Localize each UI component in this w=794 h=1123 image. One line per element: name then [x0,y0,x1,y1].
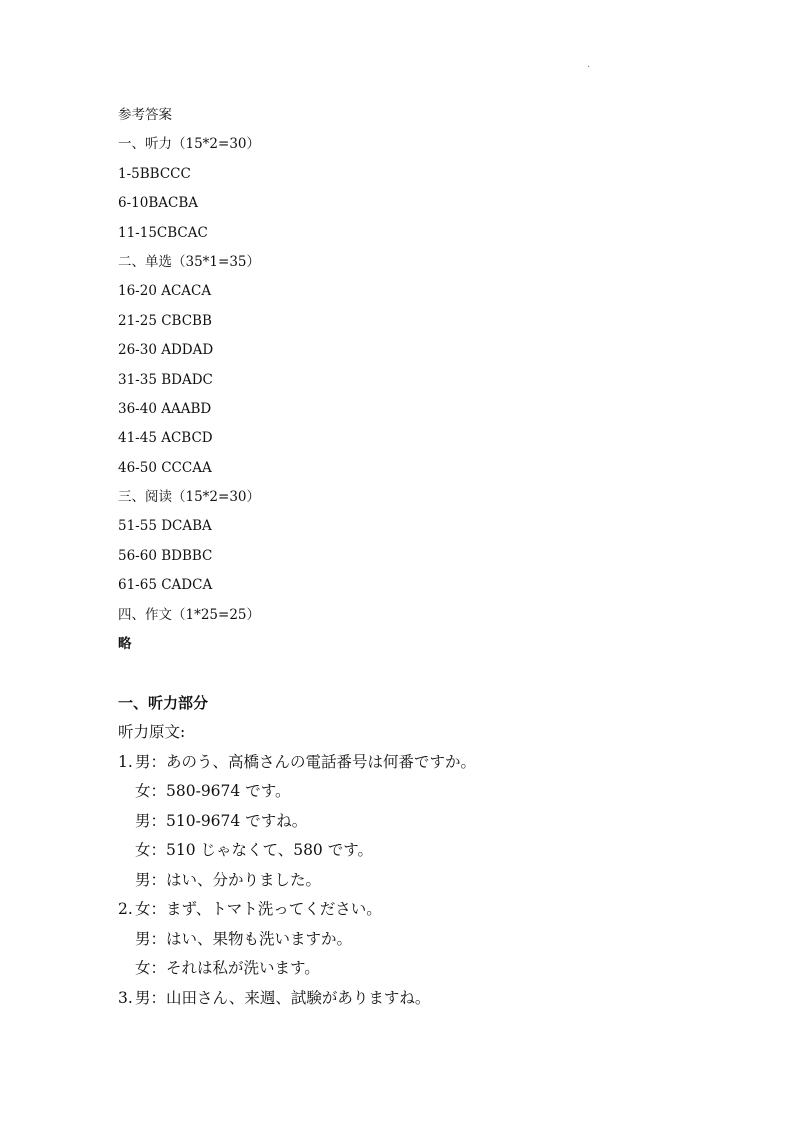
answer-key-line: 46-50 CCCAA [118,459,212,476]
dialogue-text: 男：山田さん、来週、試験がありますね。 [135,988,431,1007]
dialogue-text: 女：まず、トマト洗ってください。 [135,900,382,918]
transcript-line [118,954,718,984]
answer-key-line: 61-65 CADCA [118,577,213,594]
answer-key-line: 36-40 AAABD [118,400,212,417]
page-mark: . [587,59,591,70]
answer-key-lines [118,133,718,662]
answer-key-line: 26-30 ADDAD [118,342,214,359]
answer-key-line: 51-55 DCABA [118,518,212,535]
answer-key-line: 一、听力（15*2=30） [118,136,261,153]
answer-key-line: 1-5BBCCC [118,165,191,182]
answer-key-line: 21-25 CBCBB [118,312,212,329]
answer-key-line: 三、阅读（15*2=30） [118,489,261,506]
question-number: 1. [118,752,133,771]
dialogue-text: 男：はい、分かりました。 [135,870,322,889]
transcript-lines [118,748,718,1014]
listening-transcript-section [118,689,718,1013]
transcript-line [118,984,718,1014]
dialogue-text: 男：はい、果物も洗いますか。 [135,929,353,948]
answer-key-line: 11-15CBCAC [118,224,208,241]
question-number: 3. [118,988,133,1007]
answer-key-line: 56-60 BDBBC [118,547,213,564]
answer-key-title: 参考答案 [118,107,172,123]
transcript-line [118,866,718,896]
answer-key-line: 略 [118,636,132,653]
transcript-line [118,807,718,837]
transcript-line [118,895,718,925]
transcript-line [118,748,718,778]
dialogue-text: 女：580-9674 です。 [135,782,291,800]
answer-key-line: 16-20 ACACA [118,283,212,300]
transcript-line [118,777,718,807]
listening-section-heading: 一、听力部分 [118,694,209,712]
transcript-subheading: 听力原文: [118,723,186,741]
question-number: 2. [118,900,133,918]
dialogue-text: 男：あのう、高橋さんの電話番号は何番ですか。 [135,752,477,771]
dialogue-text: 男：510-9674 ですね。 [135,811,308,830]
dialogue-text: 女：それは私が洗います。 [135,959,320,977]
transcript-line [118,836,718,866]
answer-key-line: 四、作文（1*25=25） [118,606,261,623]
answer-key-line: 二、单选（35*1=35） [118,253,261,270]
answer-key-line: 31-35 BDADC [118,371,213,388]
dialogue-text: 女：510 じゃなくて、580 です。 [135,841,373,859]
answer-key-section [118,104,718,662]
transcript-line [118,925,718,955]
answer-key-line: 6-10BACBA [118,195,198,212]
answer-key-line: 41-45 ACBCD [118,430,213,447]
